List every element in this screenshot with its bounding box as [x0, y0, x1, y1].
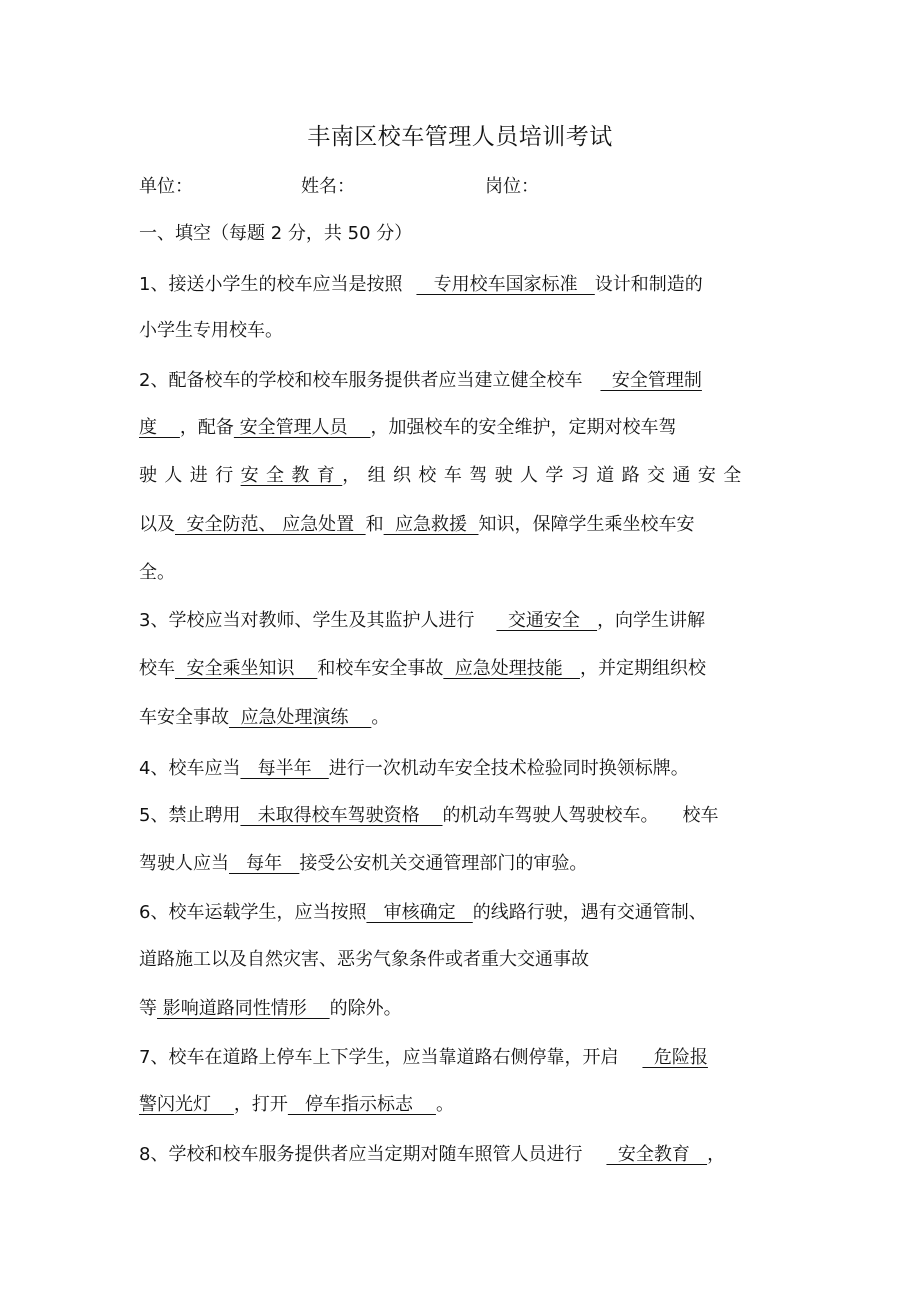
q7-text-2: ，打开 [233, 1094, 288, 1115]
q2-answer-2: 安全管理人员 [233, 417, 371, 438]
q1-text-2: 设计和制造的 [594, 274, 703, 295]
q2-text-2: ，配备 [179, 417, 234, 438]
post-label: 岗位： [485, 176, 539, 197]
q2-answer-1a: 安全管理制 [600, 370, 702, 391]
q6-line-3 [139, 994, 784, 1024]
q6-text: 6、校车运载学生，应当按照 [139, 902, 367, 923]
name-label: 姓名： [301, 176, 355, 197]
q5-text-2: 的机动车驾驶人驾驶校车。 [442, 805, 659, 826]
q5-answer-2: 每年 [229, 853, 300, 874]
q6-text-2: 的线路行驶，遇有交通管制、 [472, 902, 707, 923]
q8-text: 8、学校和校车服务提供者应当定期对随车照管人员进行 [139, 1144, 583, 1165]
q4-line-1 [139, 754, 784, 784]
q3-line-3 [139, 703, 784, 733]
q6-text-3: 等 [139, 998, 157, 1019]
q2-answer-3: 安全教育 [240, 465, 343, 486]
q5-text-4: 驾驶人应当 [139, 853, 229, 874]
q7-line-1 [139, 1043, 784, 1073]
q5-text-3: 校车 [682, 805, 719, 826]
q2-text-7: 和 [365, 514, 384, 535]
q3-text-7: 。 [371, 707, 390, 728]
q8-line-1 [139, 1140, 784, 1170]
q6-line-2: 道路施工以及自然灾害、恶劣气象条件或者重大交通事故 [139, 949, 589, 970]
page-title: 丰南区校车管理人员培训考试 [307, 124, 613, 150]
q3-text-4: 和校车安全事故 [317, 658, 444, 679]
q7-text-3: 。 [435, 1094, 454, 1115]
q2-line-5: 全。 [139, 562, 175, 583]
q2-answer-1b: 度 [139, 417, 180, 438]
q5-answer-1: 未取得校车驾驶资格 [240, 805, 443, 826]
q3-answer-1: 交通安全 [496, 610, 598, 631]
header-row [139, 172, 784, 202]
q6-answer-1: 审核确定 [366, 902, 473, 923]
q3-text: 3、学校应当对教师、学生及其监护人进行 [139, 610, 475, 631]
q8-answer: 安全教育 [606, 1144, 708, 1165]
q5-line-2 [139, 849, 784, 879]
q2-answer-5: 应急救援 [383, 514, 479, 535]
q7-answer-2: 停车指示标志 [287, 1094, 436, 1115]
q3-text-6: 车安全事故 [139, 707, 229, 728]
q7-text: 7、校车在道路上停车上下学生，应当靠道路右侧停靠，开启 [139, 1047, 619, 1068]
q2-line-2 [139, 413, 784, 443]
q2-line-1 [139, 366, 784, 396]
q7-answer-1a: 危险报 [642, 1047, 708, 1068]
q2-text-5: ，组织校车驾驶人学习道路交通安全 [342, 465, 749, 486]
q3-text-5: ，并定期组织校 [579, 658, 706, 679]
q3-answer-2: 安全乘坐知识 [175, 658, 318, 679]
q6-line-1 [139, 898, 784, 928]
q2-text: 2、配备校车的学校和校车服务提供者应当建立健全校车 [139, 370, 583, 391]
q2-text-8: 知识，保障学生乘坐校车安 [478, 514, 695, 535]
unit-label: 单位： [139, 176, 193, 197]
q4-text: 4、校车应当 [139, 758, 241, 779]
q2-answer-4: 安全防范、 应急处置 [175, 514, 366, 535]
section-heading: 一、填空（每题 2 分，共 50 分） [139, 223, 413, 244]
q2-text-3: ，加强校车的安全维护，定期对校车驾 [370, 417, 677, 438]
q1-line-1 [139, 270, 784, 300]
q5-line-1 [139, 801, 784, 831]
q5-text-5: 接受公安机关交通管理部门的审验。 [299, 853, 588, 874]
q2-line-4 [139, 510, 784, 540]
q3-text-3: 校车 [139, 658, 175, 679]
q3-text-2: ，向学生讲解 [597, 610, 706, 631]
q2-text-4: 驶人进行 [139, 465, 241, 486]
q3-line-1 [139, 606, 784, 636]
q7-answer-1b: 警闪光灯 [139, 1094, 234, 1115]
q3-answer-3: 应急处理技能 [443, 658, 580, 679]
q2-text-6: 以及 [139, 514, 175, 535]
q1-line-2: 小学生专用校车。 [139, 320, 283, 341]
q6-text-4: 的除外。 [329, 998, 402, 1019]
q6-answer-2: 影响道路同性情形 [157, 998, 330, 1019]
q2-line-3 [139, 461, 784, 491]
q3-line-2 [139, 654, 784, 684]
q1-answer: 专用校车国家标准 [416, 274, 595, 295]
q1-text: 1、接送小学生的校车应当是按照 [139, 274, 403, 295]
q5-text: 5、禁止聘用 [139, 805, 241, 826]
q3-answer-4: 应急处理演练 [229, 707, 372, 728]
q4-answer: 每半年 [240, 758, 329, 779]
q7-line-2 [139, 1090, 784, 1120]
q8-text-2: ， [707, 1144, 726, 1165]
q4-text-2: 进行一次机动车安全技术检验同时换领标牌。 [328, 758, 689, 779]
